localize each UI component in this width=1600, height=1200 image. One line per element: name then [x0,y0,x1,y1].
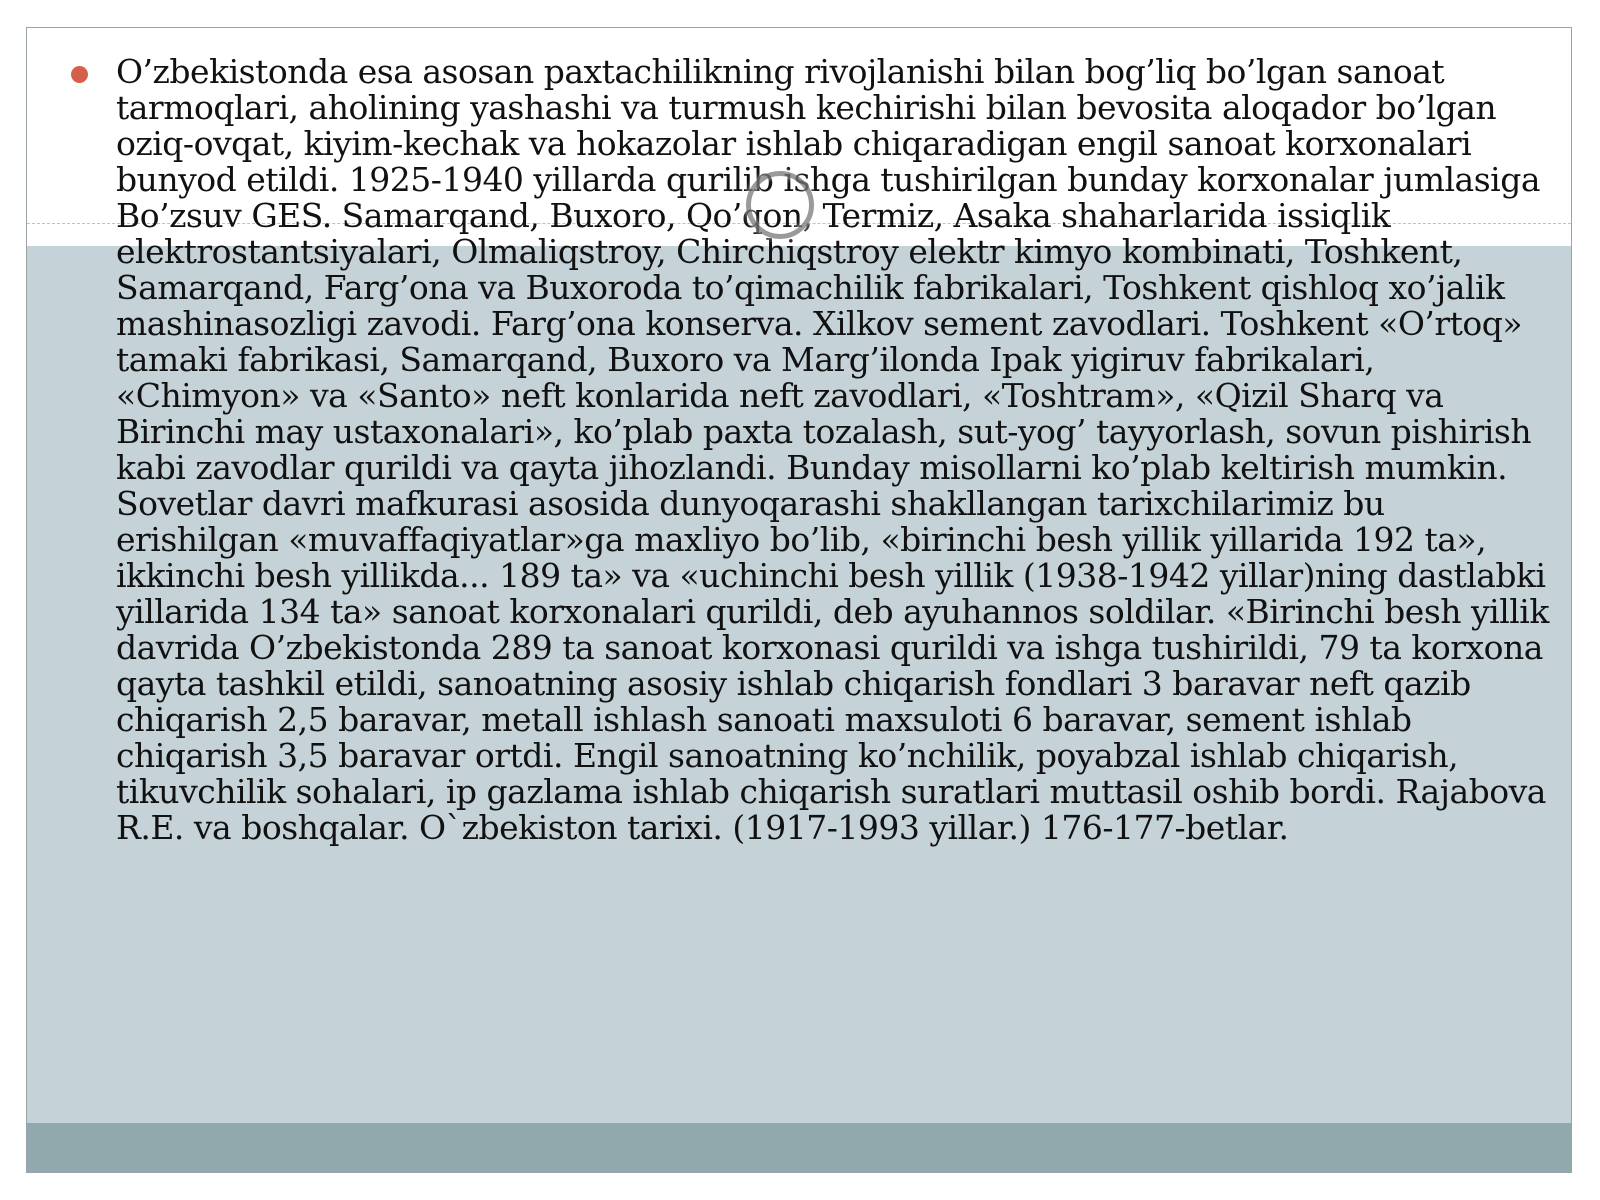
bullet-paragraph: O’zbekistonda esa asosan paxtachilikning rivojlanishi bilan bog’liq bo’lgan sanoat tarmoqlari, aholining yashashi va turmush kechirishi bilan bevosita aloqador bo’lgan oziq-ovqat, kiyim-kechak va hokazolar ishlab chiqaradigan engil sanoat korxonalari bunyod etildi. 1925-1940 yillarda qurilib ishga tushirilgan bunday korxonalar jumlasiga Bo’zsuv GES. Samarqand, Buxoro, Qo’qon, Termiz, Asaka shaharlarida issiqlik elektrostantsiyalari, Olmaliqstroy, Chirchiqstroy elektr kimyo kombinati, Toshkent, Samarqand, Farg’ona va Buxoroda to’qimachilik fabrikalari, Toshkent qishloq xo’jalik mashinasozligi zavodi. Farg’ona konserva. Xilkov sement zavodlari. Toshkent «O’rtoq» tamaki fabrikasi, Samarqand, Buxoro va Marg’ilonda Ipak yigiruv fabrikalari, «Chimyon» va «Santo» neft konlarida neft zavodlari, «Toshtram», «Qizil Sharq va Birinchi may ustaxonalari», ko’plab paxta tozalash, sut-yog’ tayyorlash, sovun pishirish kabi zavodlar qurildi va qayta jihozlandi. Bunday misollarni ko’plab keltirish mumkin. Sovetlar davri mafkurasi asosida dunyoqarashi shakllangan tarixchilarimiz bu erishilgan «muvaffaqiyatlar»ga maxliyo bo’lib, «birinchi besh yillik yillarida 192 ta», ikkinchi besh yillikda... 189 ta» va «uchinchi besh yillik (1938-1942 yillar)ning dastlabki yillarida 134 ta» sanoat korxonalari qurildi, deb ayuhannos soldilar. «Birinchi besh yillik davrida O’zbekistonda 289 ta sanoat korxonasi qurildi va ishga tushirildi, 79 ta korxona qayta tashkil etildi, sanoatning asosiy ishlab chiqarish fondlari 3 baravar neft qazib chiqarish 2,5 baravar, metall ishlash sanoati maxsuloti 6 baravar, sement ishlab chiqarish 3,5 baravar ortdi. Engil sanoatning ko’nchilik, poyabzal ishlab chiqarish, tikuvchilik sohalari, ip gazlama ishlab chiqarish suratlari muttasil oshib bordi. Rajabova R.E. va boshqalar. O`zbekiston tarixi. (1917-1993 yillar.) 176-177-betlar. [116,52,1549,847]
bullet-icon [71,66,88,83]
slide-content [27,28,1571,1172]
slide [26,27,1572,1173]
